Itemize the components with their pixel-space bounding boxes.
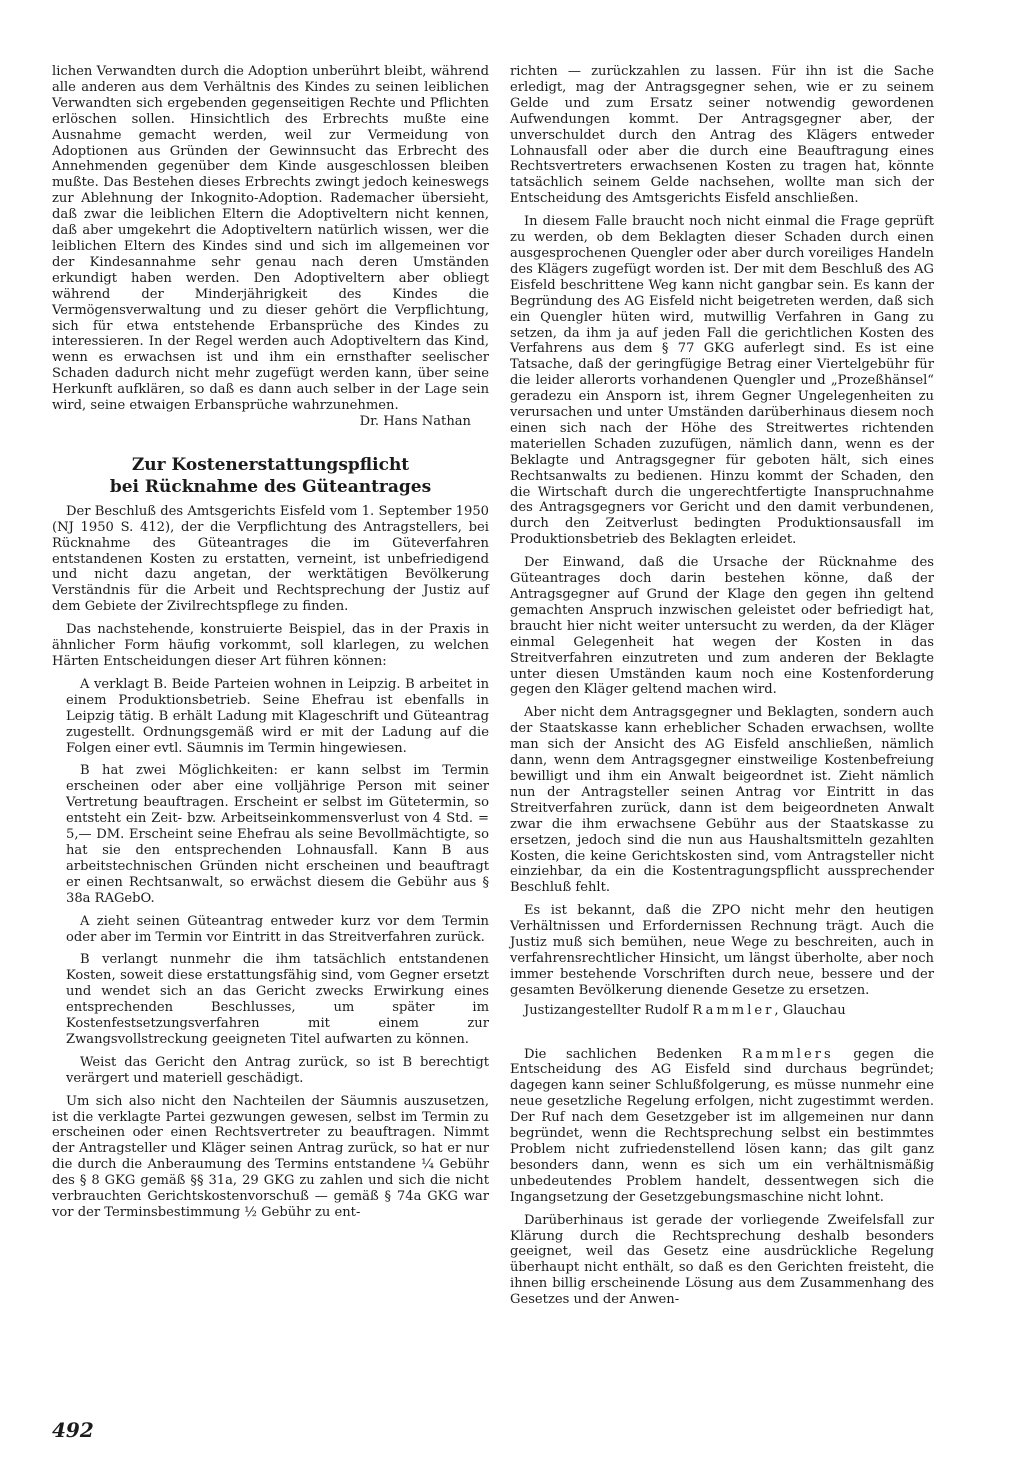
- paragraph: richten — zurückzahlen zu lassen. Für ihn ist die Sache erledigt, mag der Antragsgegner sehen, wie er zu seinem Gelde und zum Ersatz seiner notwendig gewordenen Aufwendungen kommt. Der Antragsgegner aber, der unverschuldet durch den Antrag des Klägers entweder Lohnausfall oder aber die durch eine Beauftragung eines Rechtsvertreters erwachsenen Kosten zu tragen hat, könnte tatsächlich seinem Gelde nachsehen, wollte man sich der Entscheidung des Amtsgerichts Eisfeld anschließen.: [510, 64, 934, 207]
- paragraph: Der Einwand, daß die Ursache der Rücknahme des Güteantrages doch darin bestehen könne, daß der Antragsgegner auf Grund der Klage den gegen ihn geltend gemachten Anspruch inzwischen geleistet oder befriedigt hat, braucht hier nicht weiter untersucht zu werden, da der Kläger einmal Gelegenheit hat wegen der Kosten in das Streitverfahren einzutreten und zum anderen der Beklagte unter diesen Umständen kaum noch eine Kostenforderung gegen den Kläger geltend machen wird.: [510, 555, 934, 698]
- page-number: 492: [52, 1418, 94, 1442]
- author-signature: Justizangestellter Rudolf Rammler, Glauchau: [524, 1002, 846, 1018]
- example-paragraph: A verklagt B. Beide Parteien wohnen in Leipzig. B arbeitet in einem Produktionsbetrieb. Seine Ehefrau ist ebenfalls in Leipzig tätig. B erhält Ladung mit Klageschrift und Güteantrag zugestellt. Ordnungsgemäß wird er mit der Ladung auf die Folgen einer evtl. Säumnis im Termin hingewiesen.: [66, 676, 489, 756]
- title-line-2: bei Rücknahme des Güteantrages: [109, 476, 432, 497]
- example-block: [66, 677, 489, 1087]
- paragraph: Es ist bekannt, daß die ZPO nicht mehr den heutigen Verhältnissen und Erfordernissen Rechnung trägt. Auch die Justiz muß sich bemühen, neue Wege zu beschreiten, auch in verfahrensrechtlicher Hinsicht, um längst überholte, aber noch immer bestehende Vorschriften durch neue, bessere und der gesamten Bevölkerung dienende Gesetze zu ersetzen.: [510, 903, 934, 998]
- title-line-1: Zur Kostenerstattungspflicht: [131, 454, 410, 475]
- paragraph: Das nachstehende, konstruierte Beispiel, das in der Praxis in ähnlicher Form häufig vorkommt, soll klarlegen, zu welchen Härten Entscheidungen dieser Art führen können:: [52, 622, 489, 669]
- example-paragraph: B verlangt nunmehr die ihm tatsächlich entstandenen Kosten, soweit diese erstattungsfähig sind, vom Gegner ersetzt und wendet sich an das Gericht zwecks Erwirkung eines entsprechenden Beschlusses, um später im Kostenfestsetzungsverfahren mit einem zur Zwangsvollstreckung geeigneten Titel aufwarten zu können.: [66, 952, 489, 1047]
- paragraph: Aber nicht dem Antragsgegner und Beklagten, sondern auch der Staatskasse kann erheblicher Schaden erwachsen, wollte man sich der Ansicht des AG Eisfeld anschließen, nämlich dann, wenn dem Antragsgegner einstweilige Kostenbefreiung bewilligt und ihm ein Anwalt beigeordnet ist. Zieht nämlich nun der Antragsteller seinen Antrag vor Eintritt in das Streitverfahren zurück, dann ist dem beigeordneten Anwalt zwar die ihm erwachsene Gebühr aus der Staatskasse zu ersetzen, jedoch sind die nun aus Haushaltsmitteln gezahlten Kosten, die keine Gerichtskosten sind, vom Antragsteller nicht einziehbar, da ein die Kostentragungspflicht aussprechender Beschluß fehlt.: [510, 705, 934, 896]
- example-paragraph: Weist das Gericht den Antrag zurück, so ist B berechtigt verärgert und materiell geschädigt.: [66, 1054, 489, 1086]
- article-title: [52, 454, 489, 498]
- example-paragraph: B hat zwei Möglichkeiten: er kann selbst im Termin erscheinen oder aber eine volljährige Person mit seiner Vertretung beauftragen. Erscheint er selbst im Gütetermin, so entsteht ein Zeit- bzw. Arbeitseinkommensverlust von 4 Std. = 5,— DM. Erscheint seine Ehefrau als seine Bevollmächtigte, so hat sie den entsprechenden Lohnausfall. Kann B aus arbeitstechnischen Gründen nicht erscheinen und beauftragt er einen Rechtsanwalt, so erwächst diesem die Gebühr aus § 38a RAGebO.: [66, 763, 489, 906]
- paragraph: Darüberhinaus ist gerade der vorliegende Zweifelsfall zur Klärung durch die Rechtsprechung deshalb besonders geeignet, weil das Gesetz eine ausdrückliche Regelung überhaupt nicht enthält, so daß es den Gerichten freisteht, die ihnen billig erscheinende Lösung aus dem Zusammenhang des Gesetzes und der Anwen-: [510, 1212, 934, 1308]
- left-column: [52, 64, 489, 1221]
- editorial-note: Die sachlichen Bedenken Rammlers gegen die Entscheidung des AG Eisfeld sind durchaus begründet; dagegen kann seiner Schlußfolgerung, es müsse nunmehr eine neue gesetzliche Regelung erfolgen, nicht zugestimmt werden. Der Ruf nach dem Gesetzgeber ist im allgemeinen nur dann begründet, wenn die Rechtsprechung selbst ein bestimmtes Problem nicht zufriedenstellend lösen kann; das gilt ganz besonders dann, wenn es sich um ein verhältnismäßig unbedeutendes Problem handelt, dessentwegen sich die Ingangsetzung der Gesetzgebungsmaschine nicht lohnt.: [510, 1046, 934, 1205]
- example-paragraph: A zieht seinen Güteantrag entweder kurz vor dem Termin oder aber im Termin vor Eintritt in das Streitverfahren zurück.: [66, 913, 489, 945]
- right-column: [510, 64, 934, 1308]
- paragraph: In diesem Falle braucht noch nicht einmal die Frage geprüft zu werden, ob dem Beklagten dieser Schaden durch einen ausgesprochenen Quengler oder aber durch voreiliges Handeln des Klägers zugefügt worden ist. Der mit dem Beschluß des AG Eisfeld beschrittene Weg kann nicht gangbar sein. Es kann der Begründung des AG Eisfeld nicht beigetreten werden, daß sich ein Quengler hüten wird, mutwillig Verfahren in Gang zu setzen, da ihm ja auf jeden Fall die gerichtlichen Kosten des Verfahrens aus dem § 77 GKG auferlegt sind. Es ist eine Tatsache, daß der geringfügige Betrag einer Viertelgebühr für die leider allerorts vorhandenen Quengler und „Prozeßhänsel“ geradezu ein Ansporn ist, ihrem Gegner Ungelegenheiten zu verursachen und unter Umständen darüberhinaus diesem noch einen sich nach der Höhe des Streitwertes richtenden materiellen Schaden zuzufügen, nämlich dann, wenn es der Beklagte und Antragsgegner für geboten hält, sich eines Rechtsanwalts zu bedienen. Hinzu kommt der Schaden, den die Wirtschaft durch die ungerechtfertigte Inanspruchnahme des Antragsgegners vor Gericht und den damit verbundenen, durch den Zeitverlust bedingten Produktionsausfall im Produktionsbetrieb des Beklagten erleidet.: [510, 214, 934, 548]
- paragraph: lichen Verwandten durch die Adoption unberührt bleibt, während alle anderen aus dem Verhältnis des Kindes zu seinen leiblichen Verwandten sich ergebenden gegenseitigen Rechte und Pflichten erlöschen sollen. Hinsichtlich des Erbrechts mußte eine Ausnahme gemacht werden, weil zur Vermeidung von Adoptionen aus Gründen der Gewinnsucht das Erbrecht des Annehmenden gegenüber dem Kinde ausgeschlossen bleiben mußte. Das Bestehen dieses Erbrechts zwingt jedoch keineswegs zur Ablehnung der Inkognito-Adoption. Rademacher übersieht, daß zwar die leiblichen Eltern die Adoptiveltern nicht kennen, daß aber umgekehrt die Adoptiveltern natürlich wissen, wer die leiblichen Eltern des Kindes sind und sich im allgemeinen vor der Kindesannahme sehr genau nach deren Umständen erkundigt haben werden. Den Adoptiveltern aber obliegt während der Minderjährigkeit des Kindes die Vermögensverwaltung und zu dieser gehört die Verpflichtung, sich für etwa entstehende Erbansprüche des Kindes zu interessieren. In der Regel werden auch Adoptiveltern das Kind, wenn es erwachsen ist und ihm ein ernsthafter seelischer Schaden dadurch nicht mehr zugefügt werden kann, über seine Herkunft aufklären, so daß es dann auch selber in der Lage sein wird, seine etwaigen Erbansprüche wahrzunehmen.: [52, 64, 489, 414]
- paragraph: Der Beschluß des Amtsgerichts Eisfeld vom 1. September 1950 (NJ 1950 S. 412), der die Verpflichtung des Antragstellers, bei Rücknahme des Güteantrages die im Güteverfahren entstandenen Kosten zu erstatten, verneint, ist unbefriedigend und nicht dazu angetan, der werktätigen Bevölkerung Verständnis für die Arbeit und Rechtsprechung der Justiz auf dem Gebiete der Zivilrechtspflege zu finden.: [52, 503, 489, 615]
- author-signature: Dr. Hans Nathan: [359, 413, 471, 429]
- paragraph: Um sich also nicht den Nachteilen der Säumnis auszusetzen, ist die verklagte Partei gezwungen gewesen, selbst im Termin zu erscheinen oder einen Rechtsvertreter zu beauftragen. Nimmt der Antragsteller und Kläger seinen Antrag zurück, so hat er nur die durch die Anberaumung des Termins entstandene ¼ Gebühr des § 8 GKG gemäß §§ 31a, 29 GKG zu zahlen und sich die nicht verbrauchten Gerichtskostenvorschuß — gemäß § 74a GKG war vor der Terminsbestimmung ½ Gebühr zu ent-: [52, 1093, 489, 1220]
